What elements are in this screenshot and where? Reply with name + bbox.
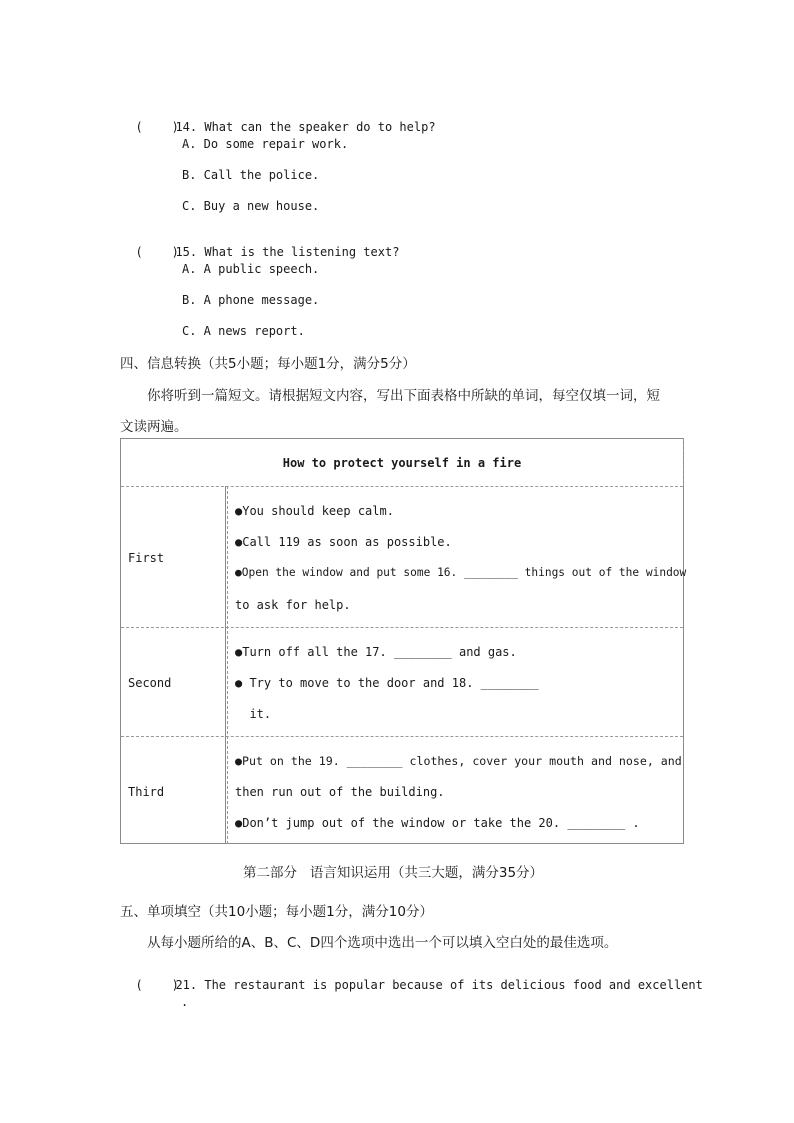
table-cell-line: ●Turn off all the 17. ________ and gas.	[235, 645, 517, 659]
answer-bracket: ( )	[135, 120, 179, 134]
question-text: 15. What is the listening text?	[175, 245, 400, 259]
row-divider	[121, 736, 683, 737]
answer-bracket: ( )	[135, 245, 179, 259]
section5-heading: 五、单项填空（共10小题；每小题1分，满分10分）	[120, 904, 433, 920]
row-label-third: Third	[128, 785, 165, 799]
section5-instruction: 从每小题所给的A、B、C、D四个选项中选出一个可以填入空白处的最佳选项。	[147, 935, 618, 951]
column-divider	[225, 486, 226, 844]
q15-option-a: A. A public speech.	[182, 262, 320, 276]
table-title: How to protect yourself in a fire	[282, 456, 522, 470]
table-cell-line: ●Don’t jump out of the window or take the 20. ________ .	[235, 816, 640, 830]
table-cell-line: to ask for help.	[235, 598, 351, 612]
table-cell-line: it.	[235, 707, 272, 721]
header-edge	[683, 439, 684, 486]
section4-instruction-line2: 文读两遍。	[120, 419, 188, 435]
question-21-continuation: .	[181, 995, 189, 1009]
section4-heading: 四、信息转换（共5小题；每小题1分，满分5分）	[120, 356, 416, 372]
question-text: 21. The restaurant is popular because of its delicious food and excellent	[175, 978, 703, 992]
row-label-first: First	[128, 551, 165, 565]
row-divider	[121, 486, 683, 487]
q14-option-b: B. Call the police.	[182, 168, 320, 182]
table-cell-line: ●Open the window and put some 16. ________ things out of the window	[235, 566, 687, 579]
q14-option-a: A. Do some repair work.	[182, 137, 349, 151]
part2-heading: 第二部分 语言知识运用（共三大题，满分35分）	[243, 865, 544, 881]
info-transfer-table	[120, 438, 687, 844]
question-text: 14. What can the speaker do to help?	[175, 120, 436, 134]
q14-option-c: C. Buy a new house.	[182, 199, 320, 213]
question-15-stem	[121, 231, 399, 259]
table-cell-line: ●You should keep calm.	[235, 504, 394, 518]
answer-bracket: ( )	[135, 978, 179, 992]
table-cell-line: ●Put on the 19. ________ clothes, cover your mouth and nose, and	[235, 754, 682, 768]
table-cell-line: ●Call 119 as soon as possible.	[235, 535, 452, 549]
table-cell-line: then run out of the building.	[235, 785, 445, 799]
q15-option-b: B. A phone message.	[182, 293, 320, 307]
table-cell-line: ● Try to move to the door and 18. ________	[235, 676, 539, 690]
row-label-second: Second	[128, 676, 172, 690]
column-divider	[227, 486, 228, 844]
question-14-stem	[121, 106, 436, 134]
q15-option-c: C. A news report.	[182, 324, 305, 338]
section4-instruction-line1: 你将听到一篇短文。请根据短文内容，写出下面表格中所缺的单词，每空仅填一词，短	[147, 388, 660, 404]
question-21-stem	[121, 964, 703, 992]
row-divider	[121, 627, 683, 628]
